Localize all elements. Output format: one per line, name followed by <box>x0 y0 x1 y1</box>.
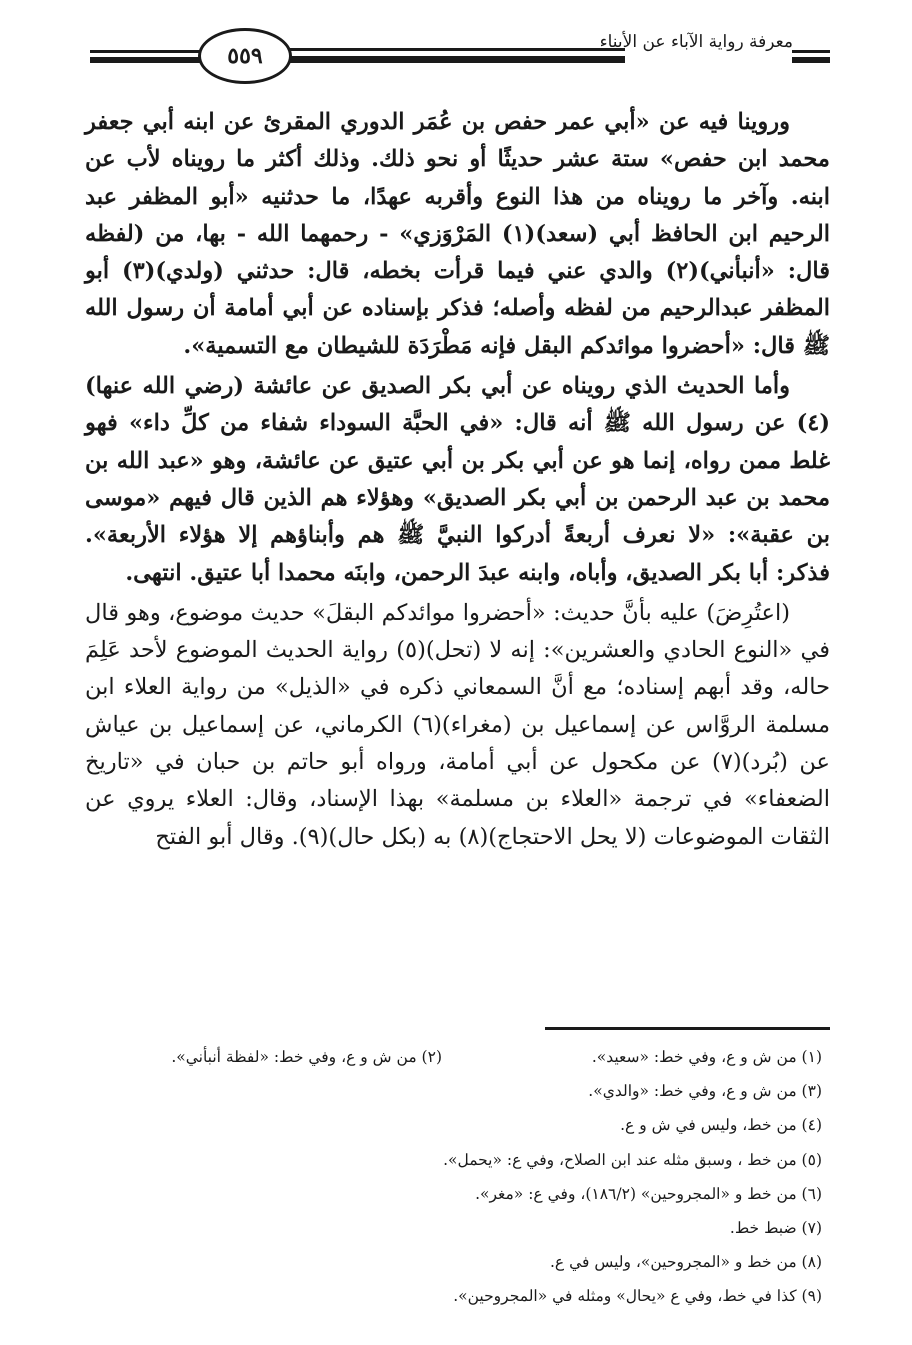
footnotes <box>110 1040 822 1314</box>
header-rule-right-thick <box>792 57 830 63</box>
footnote-6: (٦) من خط و «المجروحين» (١٨٦/٢)، وفي ع: «مغر». <box>475 1184 822 1203</box>
footnote-5: (٥) من خط ، وسبق مثله عند ابن الصلاح، وفي ع: «يحمل». <box>443 1150 822 1169</box>
footnote-9: (٩) كذا في خط، وفي ع «يحال» ومثله في «المجروحين». <box>453 1287 822 1306</box>
header-rule-middle-thin <box>285 48 625 51</box>
paragraph-1: وروينا فيه عن «أبي عمر حفص بن عُمَر الدوري المقرئ عن ابنه أبي جعفر محمد ابن حفص» ستة عشر حديثًا أو نحو ذلك. وذلك أكثر ما رويناه لأب عن ابنه. وآخر ما رويناه من هذا النوع وأقربه عهدًا، ما حدثنيه «أبو المظفر عبد الرحيم ابن الحافظ أبي (سعد)(١) المَرْوَزي» - رحمهما الله - بها، من (لفظه قال: «أنبأني)(٢) والدي عني فيما قرأت بخطه، قال: حدثني (ولدي)(٣) أبو المظفر عبدالرحيم من لفظه وأصله؛ فذكر بإسناده عن أبي أمامة أن رسول الله ﷺ قال: «أحضروا موائدكم البقل فإنه مَطْرَدَة للشيطان مع التسمية». <box>85 109 830 359</box>
footnote-8: (٨) من خط و «المجروحين»، وليس في ع. <box>549 1253 822 1272</box>
running-title: معرفة رواية الآباء عن الأبناء <box>599 32 793 52</box>
footnote-row-1 <box>110 1040 822 1074</box>
footnote-7: (٧) ضبط خط. <box>729 1219 822 1238</box>
footnote-4: (٤) من خط، وليس في ش و ع. <box>620 1116 822 1135</box>
main-text <box>85 104 830 856</box>
footnote-2: (٢) من ش و ع، وفي خط: «لفظة أنبأني». <box>171 1048 442 1066</box>
footnote-separator <box>545 1027 830 1030</box>
paragraph-3: (اعتُرِضَ) عليه بأنَّ حديث: «أحضروا موائدكم البقلَ» حديث موضوع، وهو قال في «النوع الحادي والعشرين»: إنه لا (تحل)(٥) رواية الحديث الموضوع لأحد عَلِمَ حاله، وقد أبهم إسناده؛ مع أنَّ السمعاني ذكره في «الذيل» من رواية العلاء ابن مسلمة الروَّاس عن إسماعيل بن (مغراء)(٦) الكرماني، عن إسماعيل بن عياش عن (بُرد)(٧) عن مكحول عن أبي أمامة، ورواه أبو حاتم بن حبان في «تاريخ الضعفاء» في ترجمة «العلاء بن مسلمة» بهذا الإسناد، وقال: العلاء يروي عن الثقات الموضوعات (لا يحل الاحتجاج)(٨) به (بكل حال)(٩). وقال أبو الفتح <box>85 599 830 850</box>
page-header <box>80 22 830 82</box>
footnote-3: (٣) من ش و ع، وفي خط: «والدي». <box>588 1082 822 1101</box>
header-rule-left-thick <box>90 57 200 63</box>
header-rule-middle-thick <box>285 56 625 63</box>
header-rule-right-thin <box>792 50 830 53</box>
footnote-1: (١) من ش و ع، وفي خط: «سعيد». <box>591 1048 822 1066</box>
page-number: ٥٥٩ <box>198 28 292 84</box>
header-rule-left-thin <box>90 50 200 53</box>
paragraph-2: وأما الحديث الذي رويناه عن أبي بكر الصديق عن عائشة (رضي الله عنها)(٤) عن رسول الله ﷺ أنه قال: «في الحبَّة السوداء شفاء من كلِّ داء» فهو غلط ممن رواه، إنما هو عن أبي بكر بن أبي عتيق عن عائشة، وهو «عبد الله بن محمد بن عبد الرحمن بن أبي بكر الصديق» وهؤلاء هم الذين قال فيهم «موسى بن عقبة»: «لا نعرف أربعةً أدركوا النبيَّ ﷺ هم وأبناؤهم إلا هؤلاء الأربعة». فذكر: أبا بكر الصديق، وأباه، وابنه عبدَ الرحمن، وابنَه محمدا أبا عتيق. انتهى. <box>85 373 830 586</box>
